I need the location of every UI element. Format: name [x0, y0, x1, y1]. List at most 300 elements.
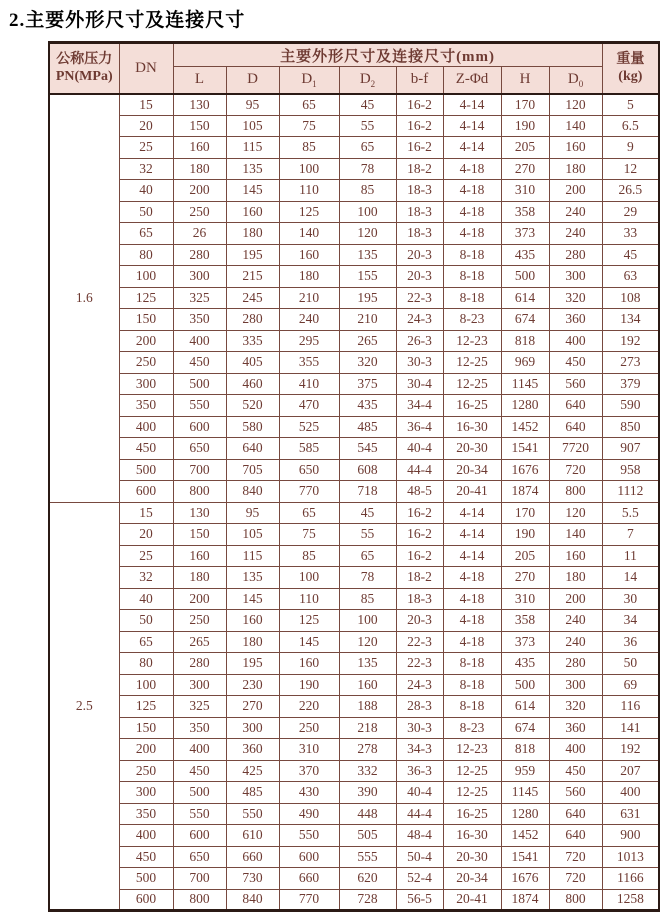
table-cell: 12 — [602, 158, 659, 180]
table-cell: 190 — [501, 115, 549, 137]
table-cell: 660 — [226, 846, 279, 868]
col-header-dn: DN — [119, 43, 173, 94]
table-cell: 8-23 — [443, 309, 501, 331]
col-label: L — [194, 71, 205, 88]
table-row — [49, 416, 659, 438]
table-cell: 8-23 — [443, 717, 501, 739]
table-row — [49, 201, 659, 223]
table-cell: 135 — [339, 653, 396, 675]
table-cell: 100 — [279, 158, 339, 180]
table-cell: 160 — [173, 545, 226, 567]
col-label: Z-Φd — [455, 71, 489, 88]
table-cell: 300 — [119, 782, 173, 804]
table-cell: 435 — [339, 395, 396, 417]
table-cell: 200 — [173, 180, 226, 202]
table-cell: 65 — [279, 94, 339, 116]
col-header-pressure — [49, 43, 119, 94]
table-cell: 80 — [119, 653, 173, 675]
col-header-D2 — [339, 67, 396, 94]
table-cell: 640 — [549, 803, 602, 825]
table-cell: 280 — [173, 244, 226, 266]
table-cell: 50 — [119, 201, 173, 223]
table-cell: 505 — [339, 825, 396, 847]
table-cell: 34-3 — [396, 739, 443, 761]
table-cell: 75 — [279, 524, 339, 546]
table-cell: 358 — [501, 610, 549, 632]
col-label: H — [519, 71, 531, 88]
table-cell: 200 — [549, 180, 602, 202]
table-cell: 280 — [549, 653, 602, 675]
table-cell: 50-4 — [396, 846, 443, 868]
table-cell: 310 — [501, 588, 549, 610]
table-cell: 8-18 — [443, 287, 501, 309]
table-cell: 278 — [339, 739, 396, 761]
table-cell: 360 — [549, 309, 602, 331]
table-cell: 130 — [173, 94, 226, 116]
table-cell: 640 — [226, 438, 279, 460]
table-cell: 195 — [226, 244, 279, 266]
col-header-bf — [396, 67, 443, 94]
table-row — [49, 309, 659, 331]
table-cell: 4-18 — [443, 567, 501, 589]
table-cell: 4-18 — [443, 201, 501, 223]
table-cell: 78 — [339, 567, 396, 589]
table-cell: 500 — [501, 266, 549, 288]
col-label: D — [247, 71, 258, 88]
table-cell: 770 — [279, 889, 339, 911]
table-cell: 525 — [279, 416, 339, 438]
table-cell: 400 — [119, 825, 173, 847]
table-cell: 4-14 — [443, 524, 501, 546]
table-cell: 22-3 — [396, 653, 443, 675]
table-cell: 108 — [602, 287, 659, 309]
table-cell: 585 — [279, 438, 339, 460]
table-cell: 4-18 — [443, 588, 501, 610]
table-cell: 160 — [226, 201, 279, 223]
table-cell: 218 — [339, 717, 396, 739]
table-cell: 448 — [339, 803, 396, 825]
table-cell: 470 — [279, 395, 339, 417]
table-cell: 195 — [226, 653, 279, 675]
table-cell: 325 — [173, 696, 226, 718]
table-row — [49, 739, 659, 761]
table-cell: 116 — [602, 696, 659, 718]
pressure-group-label: 2.5 — [49, 502, 119, 911]
table-cell: 18-2 — [396, 567, 443, 589]
table-cell: 65 — [339, 545, 396, 567]
table-cell: 265 — [339, 330, 396, 352]
table-cell: 135 — [226, 158, 279, 180]
table-cell: 4-18 — [443, 158, 501, 180]
table-cell: 614 — [501, 287, 549, 309]
table-row — [49, 244, 659, 266]
table-cell: 700 — [173, 459, 226, 481]
table-cell: 16-2 — [396, 115, 443, 137]
table-cell: 450 — [119, 846, 173, 868]
table-cell: 65 — [279, 502, 339, 524]
table-cell: 840 — [226, 481, 279, 503]
table-cell: 631 — [602, 803, 659, 825]
table-cell: 400 — [173, 739, 226, 761]
col-label: b-f — [410, 71, 429, 88]
table-cell: 190 — [501, 524, 549, 546]
table-cell: 180 — [226, 223, 279, 245]
table-cell: 550 — [173, 395, 226, 417]
table-cell: 250 — [119, 760, 173, 782]
table-cell: 50 — [119, 610, 173, 632]
table-cell: 160 — [339, 674, 396, 696]
table-cell: 705 — [226, 459, 279, 481]
table-cell: 800 — [549, 481, 602, 503]
table-cell: 115 — [226, 137, 279, 159]
table-cell: 900 — [602, 825, 659, 847]
table-cell: 4-14 — [443, 545, 501, 567]
col-label-sub: 1 — [312, 79, 317, 90]
table-cell: 250 — [279, 717, 339, 739]
table-cell: 26-3 — [396, 330, 443, 352]
col-header-weight — [602, 43, 659, 94]
table-row — [49, 330, 659, 352]
table-cell: 1676 — [501, 459, 549, 481]
table-cell: 20-30 — [443, 438, 501, 460]
dimensions-table — [48, 41, 660, 912]
table-cell: 730 — [226, 868, 279, 890]
table-cell: 4-14 — [443, 94, 501, 116]
table-cell: 145 — [279, 631, 339, 653]
table-cell: 245 — [226, 287, 279, 309]
table-cell: 379 — [602, 373, 659, 395]
table-cell: 620 — [339, 868, 396, 890]
table-cell: 1145 — [501, 373, 549, 395]
table-cell: 12-25 — [443, 760, 501, 782]
table-cell: 350 — [173, 309, 226, 331]
table-cell: 20-41 — [443, 481, 501, 503]
table-cell: 490 — [279, 803, 339, 825]
table-cell: 20 — [119, 115, 173, 137]
table-cell: 373 — [501, 631, 549, 653]
table-cell: 16-2 — [396, 545, 443, 567]
table-cell: 180 — [226, 631, 279, 653]
table-row — [49, 653, 659, 675]
table-row — [49, 760, 659, 782]
table-cell: 16-30 — [443, 825, 501, 847]
table-cell: 240 — [549, 631, 602, 653]
table-cell: 160 — [279, 653, 339, 675]
table-cell: 105 — [226, 524, 279, 546]
table-cell: 500 — [119, 459, 173, 481]
table-cell: 20-41 — [443, 889, 501, 911]
col-header-z-phi-d — [443, 67, 501, 94]
table-cell: 969 — [501, 352, 549, 374]
table-cell: 12-25 — [443, 782, 501, 804]
table-cell: 45 — [339, 94, 396, 116]
table-cell: 4-18 — [443, 223, 501, 245]
table-cell: 1280 — [501, 395, 549, 417]
pressure-label-line1: 公称压力 — [56, 51, 113, 67]
table-row — [49, 180, 659, 202]
table-cell: 22-3 — [396, 287, 443, 309]
table-cell: 140 — [549, 115, 602, 137]
table-cell: 300 — [173, 674, 226, 696]
table-cell: 240 — [549, 223, 602, 245]
table-cell: 720 — [549, 846, 602, 868]
table-cell: 85 — [279, 545, 339, 567]
table-cell: 125 — [119, 696, 173, 718]
table-cell: 210 — [279, 287, 339, 309]
table-cell: 8-18 — [443, 674, 501, 696]
table-cell: 450 — [549, 352, 602, 374]
table-cell: 800 — [549, 889, 602, 911]
table-cell: 4-14 — [443, 115, 501, 137]
table-cell: 450 — [549, 760, 602, 782]
table-cell: 590 — [602, 395, 659, 417]
table-row — [49, 459, 659, 481]
table-cell: 160 — [549, 545, 602, 567]
table-cell: 18-3 — [396, 180, 443, 202]
table-row — [49, 352, 659, 374]
table-cell: 135 — [226, 567, 279, 589]
table-cell: 300 — [549, 266, 602, 288]
table-cell: 1280 — [501, 803, 549, 825]
table-row — [49, 373, 659, 395]
table-cell: 360 — [549, 717, 602, 739]
table-cell: 1258 — [602, 889, 659, 911]
table-cell: 550 — [226, 803, 279, 825]
table-body — [49, 94, 659, 911]
table-cell: 8-18 — [443, 653, 501, 675]
pressure-label-line2: PN(MPa) — [55, 69, 113, 85]
table-cell: 210 — [339, 309, 396, 331]
table-cell: 350 — [119, 395, 173, 417]
table-cell: 800 — [173, 481, 226, 503]
table-cell: 320 — [339, 352, 396, 374]
table-cell: 355 — [279, 352, 339, 374]
table-cell: 95 — [226, 502, 279, 524]
table-cell: 100 — [339, 201, 396, 223]
table-row — [49, 266, 659, 288]
table-cell: 7720 — [549, 438, 602, 460]
table-cell: 373 — [501, 223, 549, 245]
table-cell: 270 — [501, 567, 549, 589]
table-cell: 150 — [173, 524, 226, 546]
table-cell: 840 — [226, 889, 279, 911]
table-cell: 200 — [549, 588, 602, 610]
table-cell: 485 — [226, 782, 279, 804]
table-cell: 55 — [339, 524, 396, 546]
col-label-sub: 0 — [578, 79, 584, 90]
table-cell: 460 — [226, 373, 279, 395]
table-cell: 48-4 — [396, 825, 443, 847]
table-cell: 120 — [339, 631, 396, 653]
col-header-D — [226, 67, 279, 94]
table-cell: 16-30 — [443, 416, 501, 438]
table-cell: 100 — [119, 266, 173, 288]
table-cell: 75 — [279, 115, 339, 137]
table-cell: 273 — [602, 352, 659, 374]
table-cell: 818 — [501, 739, 549, 761]
col-label: D — [567, 71, 579, 88]
table-cell: 450 — [119, 438, 173, 460]
table-cell: 240 — [549, 201, 602, 223]
table-cell: 600 — [173, 825, 226, 847]
table-cell: 12-25 — [443, 373, 501, 395]
table-cell: 180 — [549, 567, 602, 589]
table-cell: 12-25 — [443, 352, 501, 374]
table-cell: 220 — [279, 696, 339, 718]
table-cell: 22-3 — [396, 631, 443, 653]
table-cell: 1452 — [501, 416, 549, 438]
table-row — [49, 287, 659, 309]
table-cell: 1145 — [501, 782, 549, 804]
table-cell: 125 — [279, 610, 339, 632]
table-cell: 141 — [602, 717, 659, 739]
table-cell: 280 — [549, 244, 602, 266]
table-cell: 425 — [226, 760, 279, 782]
table-cell: 4-14 — [443, 502, 501, 524]
table-cell: 240 — [549, 610, 602, 632]
table-cell: 8-18 — [443, 244, 501, 266]
table-cell: 450 — [173, 352, 226, 374]
table-cell: 160 — [173, 137, 226, 159]
table-header — [49, 43, 659, 94]
table-cell: 36-4 — [396, 416, 443, 438]
table-cell: 29 — [602, 201, 659, 223]
table-cell: 56-5 — [396, 889, 443, 911]
table-cell: 400 — [549, 330, 602, 352]
header-row-1 — [49, 43, 659, 67]
table-cell: 650 — [173, 846, 226, 868]
table-cell: 110 — [279, 588, 339, 610]
table-cell: 295 — [279, 330, 339, 352]
table-row — [49, 610, 659, 632]
table-cell: 192 — [602, 739, 659, 761]
table-cell: 660 — [279, 868, 339, 890]
table-cell: 34 — [602, 610, 659, 632]
table-cell: 95 — [226, 94, 279, 116]
table-cell: 20-34 — [443, 868, 501, 890]
table-cell: 500 — [501, 674, 549, 696]
table-cell: 520 — [226, 395, 279, 417]
table-cell: 33 — [602, 223, 659, 245]
table-cell: 907 — [602, 438, 659, 460]
table-cell: 120 — [339, 223, 396, 245]
table-cell: 125 — [279, 201, 339, 223]
table-cell: 11 — [602, 545, 659, 567]
table-row — [49, 223, 659, 245]
table-cell: 600 — [119, 889, 173, 911]
pressure-group-label: 1.6 — [49, 94, 119, 503]
table-cell: 400 — [602, 782, 659, 804]
table-cell: 36-3 — [396, 760, 443, 782]
table-cell: 40-4 — [396, 438, 443, 460]
table-cell: 614 — [501, 696, 549, 718]
table-cell: 1874 — [501, 889, 549, 911]
table-cell: 332 — [339, 760, 396, 782]
table-cell: 545 — [339, 438, 396, 460]
table-row — [49, 588, 659, 610]
table-row — [49, 545, 659, 567]
table-row — [49, 717, 659, 739]
table-cell: 45 — [339, 502, 396, 524]
table-cell: 1874 — [501, 481, 549, 503]
table-cell: 180 — [173, 158, 226, 180]
table-cell: 15 — [119, 502, 173, 524]
table-cell: 26 — [173, 223, 226, 245]
table-cell: 78 — [339, 158, 396, 180]
table-cell: 555 — [339, 846, 396, 868]
table-cell: 8-18 — [443, 266, 501, 288]
table-cell: 48-5 — [396, 481, 443, 503]
table-cell: 115 — [226, 545, 279, 567]
table-cell: 85 — [339, 588, 396, 610]
table-cell: 120 — [549, 94, 602, 116]
col-header-L — [173, 67, 226, 94]
table-row — [49, 825, 659, 847]
table-cell: 140 — [549, 524, 602, 546]
table-cell: 40 — [119, 180, 173, 202]
table-cell: 200 — [119, 330, 173, 352]
table-cell: 390 — [339, 782, 396, 804]
table-cell: 325 — [173, 287, 226, 309]
table-cell: 20 — [119, 524, 173, 546]
table-cell: 1452 — [501, 825, 549, 847]
table-cell: 15 — [119, 94, 173, 116]
table-cell: 850 — [602, 416, 659, 438]
table-cell: 16-25 — [443, 803, 501, 825]
table-cell: 550 — [279, 825, 339, 847]
table-row — [49, 696, 659, 718]
table-cell: 674 — [501, 309, 549, 331]
table-cell: 640 — [549, 825, 602, 847]
table-cell: 32 — [119, 158, 173, 180]
table-cell: 5 — [602, 94, 659, 116]
table-cell: 270 — [226, 696, 279, 718]
table-cell: 610 — [226, 825, 279, 847]
table-row — [49, 395, 659, 417]
col-header-H — [501, 67, 549, 94]
table-row — [49, 137, 659, 159]
table-row — [49, 889, 659, 911]
table-cell: 160 — [226, 610, 279, 632]
table-cell: 280 — [173, 653, 226, 675]
table-cell: 300 — [173, 266, 226, 288]
table-cell: 4-18 — [443, 631, 501, 653]
table-cell: 608 — [339, 459, 396, 481]
table-cell: 188 — [339, 696, 396, 718]
table-cell: 63 — [602, 266, 659, 288]
table-cell: 240 — [279, 309, 339, 331]
col-label-sub: 2 — [370, 79, 376, 90]
table-cell: 9 — [602, 137, 659, 159]
table-cell: 4-14 — [443, 137, 501, 159]
table-cell: 310 — [279, 739, 339, 761]
table-cell: 69 — [602, 674, 659, 696]
table-row — [49, 481, 659, 503]
table-cell: 20-30 — [443, 846, 501, 868]
table-cell: 720 — [549, 459, 602, 481]
table-cell: 32 — [119, 567, 173, 589]
table-cell: 16-25 — [443, 395, 501, 417]
table-row — [49, 94, 659, 116]
table-cell: 65 — [119, 631, 173, 653]
table-cell: 1541 — [501, 438, 549, 460]
table-cell: 44-4 — [396, 459, 443, 481]
table-cell: 150 — [119, 717, 173, 739]
table-cell: 800 — [173, 889, 226, 911]
table-cell: 130 — [173, 502, 226, 524]
table-cell: 205 — [501, 545, 549, 567]
table-row — [49, 846, 659, 868]
